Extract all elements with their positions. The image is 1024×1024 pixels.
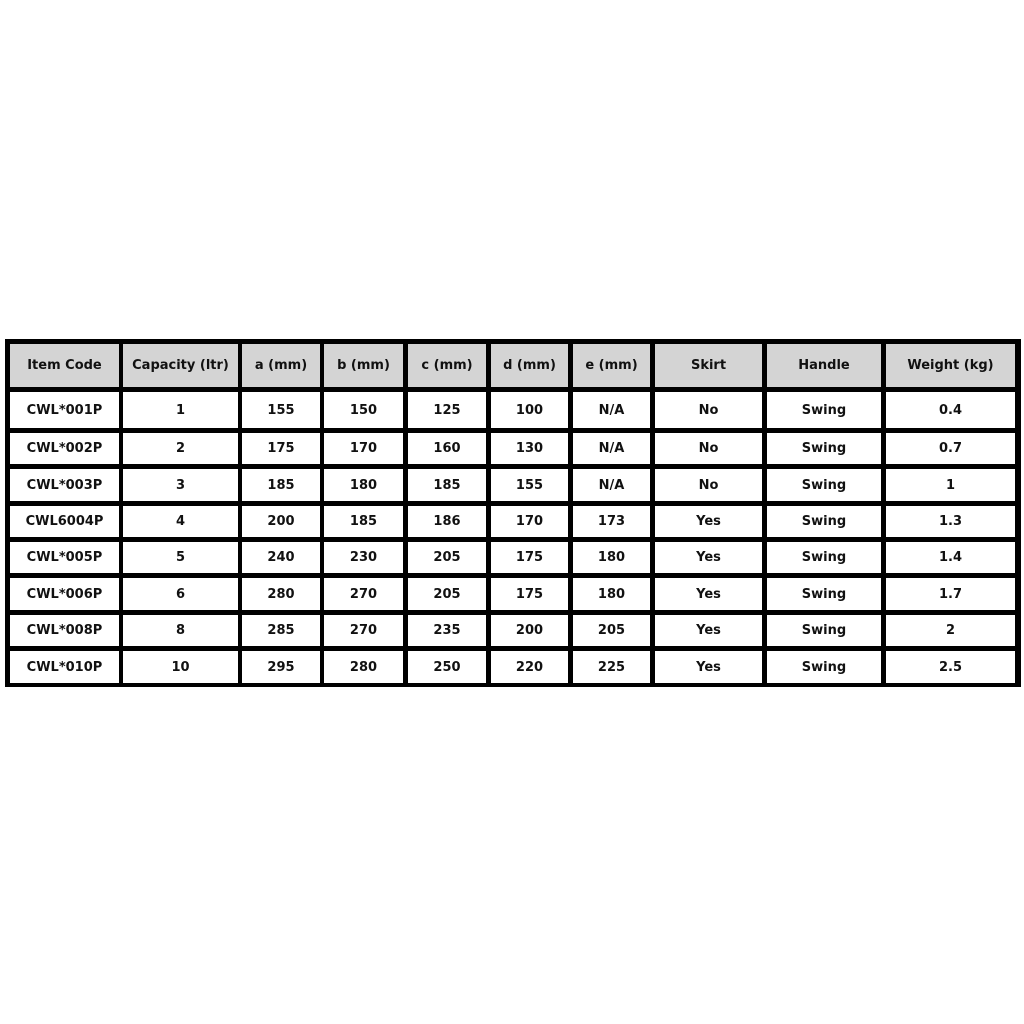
table-cell: 0.7 — [886, 433, 1015, 464]
table-cell: 205 — [408, 542, 486, 573]
table-cell: 125 — [408, 392, 486, 428]
column-header: a (mm) — [242, 344, 320, 387]
table-cell: 130 — [491, 433, 568, 464]
table-cell: 2 — [886, 615, 1015, 646]
table-cell: 185 — [324, 506, 403, 537]
table-cell: CWL*008P — [10, 615, 119, 646]
table-cell: Yes — [655, 506, 762, 537]
table-cell: 4 — [123, 506, 238, 537]
table-cell: 180 — [573, 578, 650, 610]
table-cell: CWL6004P — [10, 506, 119, 537]
table-cell: CWL*002P — [10, 433, 119, 464]
table-cell: 3 — [123, 469, 238, 501]
table-cell: 220 — [491, 651, 568, 683]
table-cell: Yes — [655, 578, 762, 610]
column-header: Item Code — [10, 344, 119, 387]
table-cell: 160 — [408, 433, 486, 464]
table-cell: 285 — [242, 615, 320, 646]
table-cell: 225 — [573, 651, 650, 683]
table-cell: 200 — [242, 506, 320, 537]
table-cell: 8 — [123, 615, 238, 646]
table-cell: N/A — [573, 469, 650, 501]
table-cell: N/A — [573, 392, 650, 428]
table-cell: 170 — [324, 433, 403, 464]
table-cell: 270 — [324, 615, 403, 646]
table-cell: 230 — [324, 542, 403, 573]
table-cell: CWL*005P — [10, 542, 119, 573]
table-cell: 250 — [408, 651, 486, 683]
table-cell: 186 — [408, 506, 486, 537]
table-cell: 170 — [491, 506, 568, 537]
table-cell: 1.4 — [886, 542, 1015, 573]
table-cell: Swing — [767, 651, 881, 683]
table-cell: CWL*006P — [10, 578, 119, 610]
table-cell: Yes — [655, 615, 762, 646]
table-cell: 155 — [242, 392, 320, 428]
table-cell: 205 — [408, 578, 486, 610]
column-header: d (mm) — [491, 344, 568, 387]
table-cell: No — [655, 469, 762, 501]
table-cell: Yes — [655, 651, 762, 683]
table-cell: Swing — [767, 578, 881, 610]
table-cell: Swing — [767, 469, 881, 501]
table-cell: 180 — [324, 469, 403, 501]
table-cell: Swing — [767, 542, 881, 573]
table-cell: 270 — [324, 578, 403, 610]
table-cell: 1.7 — [886, 578, 1015, 610]
table-cell: No — [655, 433, 762, 464]
table-cell: No — [655, 392, 762, 428]
column-header: Skirt — [655, 344, 762, 387]
column-header: e (mm) — [573, 344, 650, 387]
column-header: b (mm) — [324, 344, 403, 387]
table-cell: 175 — [491, 542, 568, 573]
table-cell: Swing — [767, 615, 881, 646]
table-cell: CWL*010P — [10, 651, 119, 683]
table-cell: 235 — [408, 615, 486, 646]
table-cell: 2.5 — [886, 651, 1015, 683]
table-cell: Swing — [767, 392, 881, 428]
table-cell: 1.3 — [886, 506, 1015, 537]
table-cell: 280 — [324, 651, 403, 683]
table-cell: 2 — [123, 433, 238, 464]
table-cell: 185 — [242, 469, 320, 501]
table-cell: 185 — [408, 469, 486, 501]
spec-table — [5, 339, 1021, 687]
table-cell: 1 — [123, 392, 238, 428]
table-cell: 175 — [242, 433, 320, 464]
column-header: c (mm) — [408, 344, 486, 387]
column-header: Weight (kg) — [886, 344, 1015, 387]
table-cell: 180 — [573, 542, 650, 573]
table-cell: 295 — [242, 651, 320, 683]
table-cell: 150 — [324, 392, 403, 428]
table-cell: 1 — [886, 469, 1015, 501]
table-cell: 155 — [491, 469, 568, 501]
table-cell: 240 — [242, 542, 320, 573]
table-cell: CWL*003P — [10, 469, 119, 501]
table-cell: N/A — [573, 433, 650, 464]
table-cell: 10 — [123, 651, 238, 683]
table-cell: 200 — [491, 615, 568, 646]
table-cell: 5 — [123, 542, 238, 573]
table-cell: 100 — [491, 392, 568, 428]
table-cell: 0.4 — [886, 392, 1015, 428]
table-cell: Swing — [767, 433, 881, 464]
column-header: Capacity (ltr) — [123, 344, 238, 387]
table-cell: 175 — [491, 578, 568, 610]
table-cell: 173 — [573, 506, 650, 537]
table-cell: 205 — [573, 615, 650, 646]
table-cell: Yes — [655, 542, 762, 573]
column-header: Handle — [767, 344, 881, 387]
table-cell: CWL*001P — [10, 392, 119, 428]
table-cell: 280 — [242, 578, 320, 610]
table-cell: Swing — [767, 506, 881, 537]
table-cell: 6 — [123, 578, 238, 610]
